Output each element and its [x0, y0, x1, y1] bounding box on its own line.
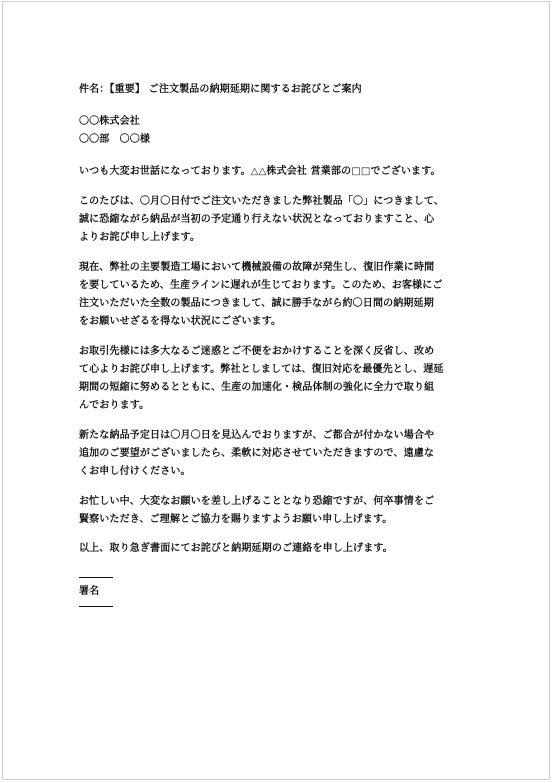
- signature-label: 署名: [79, 586, 100, 597]
- document-page: [2, 1, 550, 780]
- paragraph-line: 誠に恐縮ながら納品が当初の予定通り行えない状況となっておりますこと、心: [79, 214, 435, 225]
- paragraph-line: 賢察いただき、ご理解とご協力を賜りますようお願い申し上げます。: [79, 514, 393, 525]
- paragraph-line: くお申し付けください。: [79, 466, 191, 477]
- paragraph-line: を要しているため、生産ラインに遅れが生じております。このため、お客様にご: [79, 280, 443, 291]
- paragraph-request: [79, 493, 479, 529]
- paragraph-line: よりお詫び申し上げます。: [79, 232, 200, 243]
- paragraph-line: お忙しい中、大変なお願いを差し上げることとなり恐縮ですが、何卒事情をご: [79, 496, 435, 507]
- paragraph-line: 注文いただいた全数の製品につきまして、誠に勝手ながら約〇日間の納期延期: [79, 298, 434, 309]
- subject-line: 件名：【重要】 ご注文製品の納期延期に関するお詫びとご案内: [79, 84, 362, 95]
- paragraph-new-date: [79, 427, 479, 481]
- paragraph-situation: [79, 259, 479, 331]
- paragraph-line: て心よりお詫び申し上げます。弊社としましては、復旧対応を最優先とし、遅延: [79, 364, 444, 375]
- letter-body: [79, 84, 489, 607]
- paragraph-line: 現在、弊社の主要製造工場において機械設備の故障が発生し、復旧作業に時間: [79, 262, 435, 273]
- recipient-person: 〇〇部 〇〇様: [79, 134, 151, 145]
- closing-line: 以上、取り急ぎ書面にてお詫びと納期延期のご連絡を申し上げます。: [79, 543, 393, 554]
- paragraph-line: 新たな納品予定日は〇月〇日を見込んでおりますが、ご都合が付かない場合や: [79, 430, 435, 441]
- paragraph-response: [79, 343, 479, 415]
- greeting-line: いつも大変お世話になっております。△△株式会社 営業部の□□でございます。: [79, 166, 441, 177]
- paragraph-line: んでおります。: [79, 400, 150, 411]
- recipient-company: 〇〇株式会社: [79, 116, 140, 127]
- signature-rule-bottom: [79, 606, 113, 607]
- paragraph-line: お取引先様には多大なるご迷惑とご不便をおかけすることを深く反省し、改め: [79, 346, 435, 357]
- paragraph-line: をお願いせざるを得ない状況にございます。: [79, 316, 282, 327]
- paragraph-line: 追加のご要望がございましたら、柔軟に対応させていただきますので、遠慮な: [79, 448, 435, 459]
- paragraph-apology: [79, 193, 479, 247]
- paragraph-line: 期間の短縮に努めるとともに、生産の加速化・検品体制の強化に全力で取り組: [79, 382, 435, 393]
- paragraph-line: このたびは、〇月〇日付でご注文いただきました弊社製品「〇」につきまして、: [79, 196, 444, 207]
